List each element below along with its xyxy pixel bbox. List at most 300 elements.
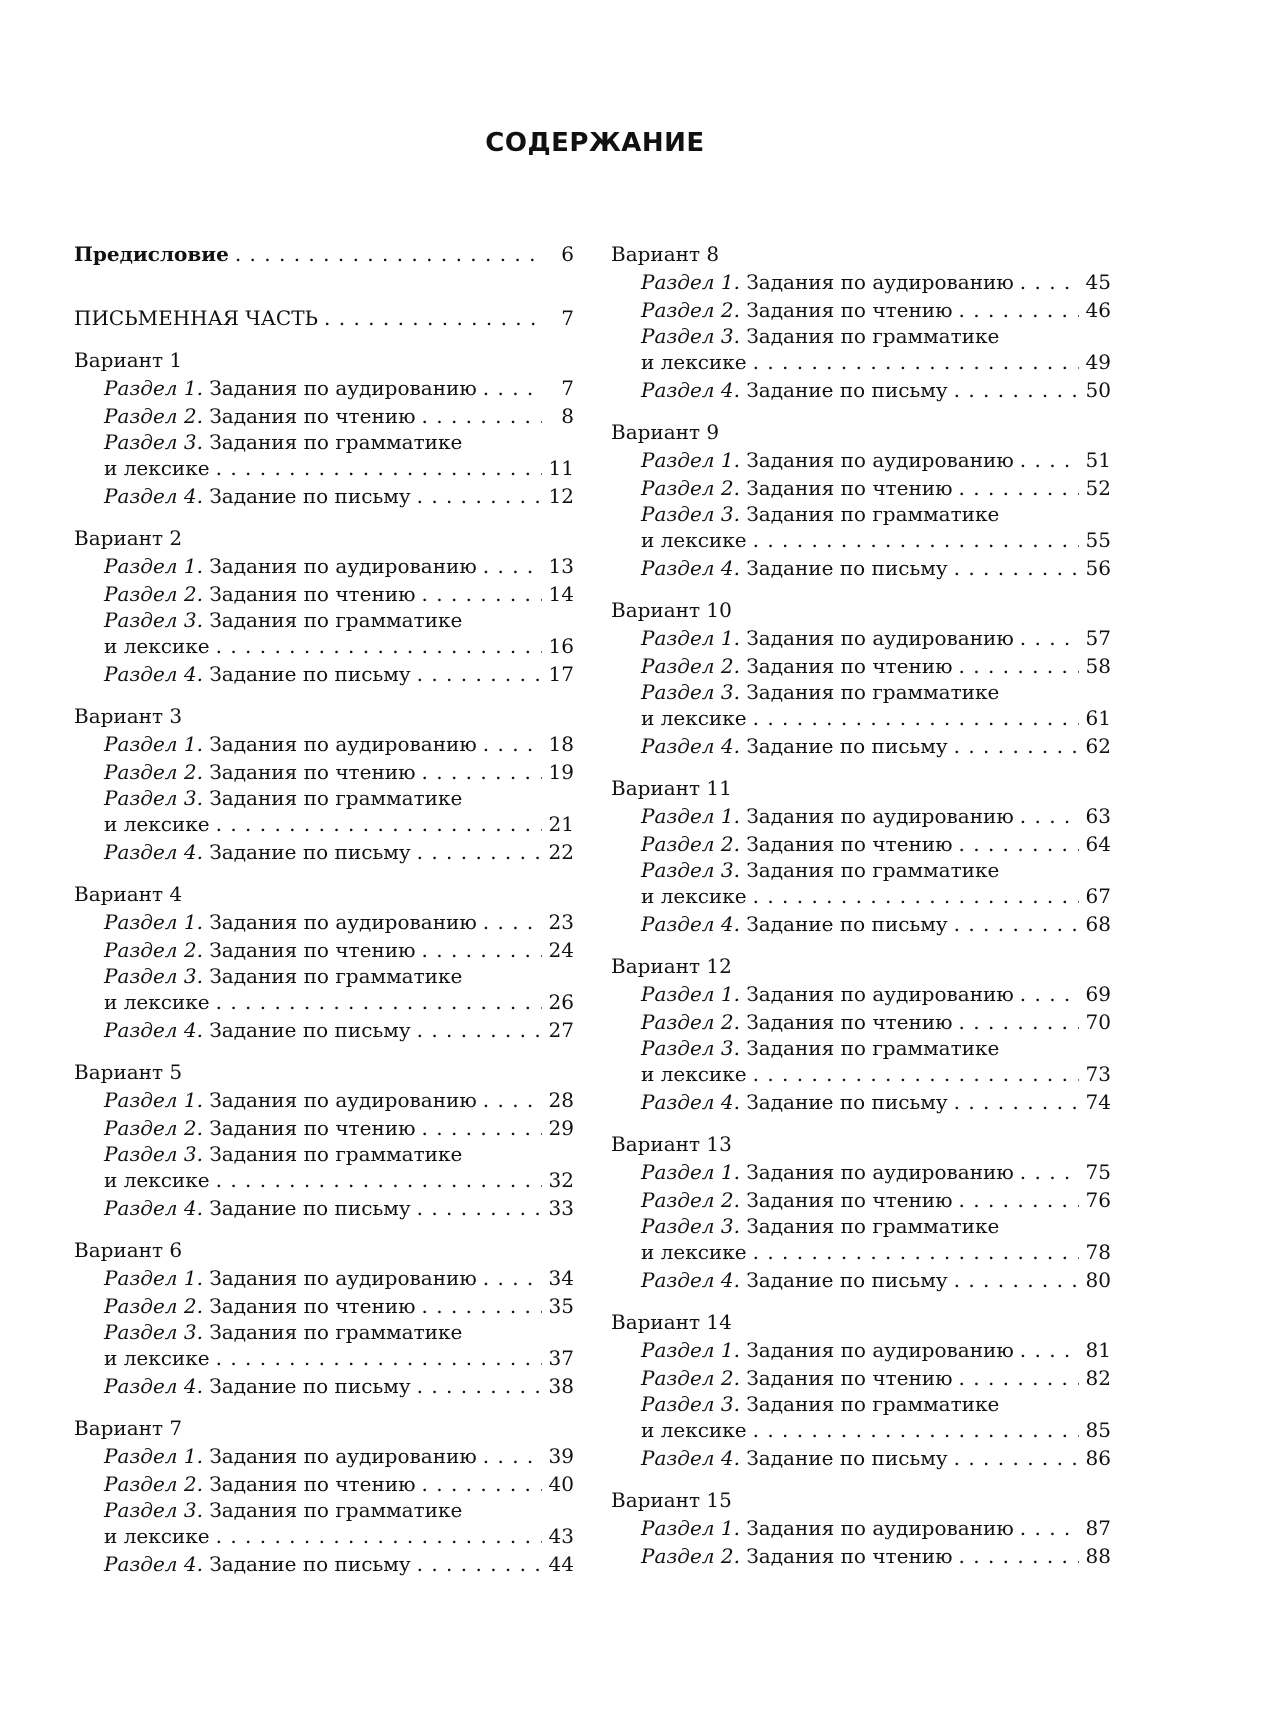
entry-label: Предисловие (74, 242, 229, 266)
toc-entry-section-1[interactable] (74, 908, 574, 936)
page-number: 50 (1085, 378, 1111, 402)
variant-title[interactable]: Вариант 5 (74, 1060, 183, 1084)
entry-label: Раздел 4. Задание по письму (104, 484, 411, 508)
entry-label: Раздел 2. Задания по чтению (641, 1010, 953, 1034)
toc-entry-section-2[interactable] (611, 1542, 1111, 1570)
entry-label: Раздел 1. Задания по аудированию (104, 1266, 477, 1290)
entry-label: Раздел 2. Задания по чтению (104, 1116, 416, 1140)
dot-leader (483, 908, 542, 936)
dot-leader (954, 910, 1079, 938)
variant-title[interactable]: Вариант 3 (74, 704, 183, 728)
dot-leader (959, 830, 1079, 858)
entry-label: Раздел 2. Задания по чтению (641, 1366, 953, 1390)
entry-label: и лексике (641, 1418, 747, 1442)
page-number: 70 (1085, 1010, 1111, 1034)
dot-leader (216, 810, 542, 838)
toc-entry-section-3[interactable] (611, 1416, 1111, 1444)
page-number: 13 (548, 554, 574, 578)
variant-title[interactable]: Вариант 2 (74, 526, 183, 550)
page-number: 62 (1085, 734, 1111, 758)
section-number: Раздел 1. (104, 732, 203, 756)
toc-entry-section-3[interactable] (74, 632, 574, 660)
toc-right-column (611, 240, 1111, 1584)
toc-entry-section-1[interactable] (611, 268, 1111, 296)
page-number: 58 (1085, 654, 1111, 678)
dot-leader (959, 1008, 1079, 1036)
toc-entry-section-3[interactable] (74, 1344, 574, 1372)
toc-entry-section-3-first-line: Раздел 3. Задания по грамматике (641, 324, 1000, 348)
page-number: 26 (548, 990, 574, 1014)
section-number: Раздел 3. (641, 1392, 740, 1416)
page-number: 7 (561, 306, 574, 330)
toc-entry-section-4[interactable] (611, 732, 1111, 760)
toc-entry-section-2[interactable] (74, 1470, 574, 1498)
entry-label: Раздел 1. Задания по аудированию (641, 1338, 1014, 1362)
toc-entry-section-3-first-line: Раздел 3. Задания по грамматике (641, 858, 1000, 882)
page-number: 7 (561, 376, 574, 400)
page-number: 8 (561, 404, 574, 428)
section-number: Раздел 4. (104, 1196, 203, 1220)
variant-title[interactable]: Вариант 12 (611, 954, 732, 978)
toc-entry-section-1[interactable] (74, 552, 574, 580)
variant-title[interactable]: Вариант 8 (611, 242, 720, 266)
page-number: 76 (1085, 1188, 1111, 1212)
dot-leader (422, 1470, 542, 1498)
entry-label: Раздел 1. Задания по аудированию (641, 448, 1014, 472)
toc-entry-section-3-first-line: Раздел 3. Задания по грамматике (104, 608, 463, 632)
entry-label: Раздел 4. Задание по письму (641, 1446, 948, 1470)
toc-entry-section-3-first-line: Раздел 3. Задания по грамматике (641, 502, 1000, 526)
variant-title[interactable]: Вариант 11 (611, 776, 732, 800)
section-number: Раздел 4. (641, 912, 740, 936)
entry-label: и лексике (641, 1062, 747, 1086)
page-number: 11 (548, 456, 574, 480)
section-number: Раздел 4. (104, 662, 203, 686)
page-number: 86 (1085, 1446, 1111, 1470)
entry-label: Раздел 4. Задание по письму (104, 1552, 411, 1576)
toc-entry-section-4[interactable] (611, 910, 1111, 938)
toc-variant (74, 524, 574, 688)
toc-entry-section-3[interactable] (611, 348, 1111, 376)
entry-label: и лексике (641, 706, 747, 730)
entry-label: Раздел 1. Задания по аудированию (104, 1444, 477, 1468)
page-number: 51 (1085, 448, 1111, 472)
toc-entry-section-2[interactable] (611, 1008, 1111, 1036)
section-number: Раздел 4. (641, 1268, 740, 1292)
entry-label: и лексике (104, 990, 210, 1014)
toc-entry-section-3-first-line: Раздел 3. Задания по грамматике (641, 680, 1000, 704)
section-number: Раздел 2. (104, 1294, 203, 1318)
entry-label: и лексике (641, 528, 747, 552)
dot-leader (483, 1264, 542, 1292)
toc-entry-section-3[interactable] (611, 882, 1111, 910)
dot-leader (753, 1060, 1079, 1088)
section-number: Раздел 2. (641, 1010, 740, 1034)
page-number: 85 (1085, 1418, 1111, 1442)
dot-leader (1020, 980, 1079, 1008)
dot-leader (417, 838, 542, 866)
toc-variant (611, 1130, 1111, 1294)
toc-entry-section-3[interactable] (74, 988, 574, 1016)
page-number: 52 (1085, 476, 1111, 500)
page-title: СОДЕРЖАНИЕ (485, 128, 705, 158)
page-number: 17 (548, 662, 574, 686)
toc-variant (74, 880, 574, 1044)
entry-label: Раздел 4. Задание по письму (641, 556, 948, 580)
section-number: Раздел 2. (641, 298, 740, 322)
section-number: Раздел 3. (104, 1142, 203, 1166)
entry-label: Раздел 2. Задания по чтению (641, 298, 953, 322)
entry-label: Раздел 1. Задания по аудированию (104, 376, 477, 400)
dot-leader (483, 1086, 542, 1114)
toc-entry-section-4[interactable] (611, 376, 1111, 404)
entry-label: и лексике (104, 634, 210, 658)
dot-leader (422, 936, 542, 964)
dot-leader (954, 1088, 1079, 1116)
page-number: 75 (1085, 1160, 1111, 1184)
section-number: Раздел 3. (641, 1214, 740, 1238)
dot-leader (1020, 446, 1079, 474)
dot-leader (753, 526, 1079, 554)
toc-variant (611, 418, 1111, 582)
page-number: 73 (1085, 1062, 1111, 1086)
dot-leader (483, 730, 542, 758)
page-number: 56 (1085, 556, 1111, 580)
variant-title[interactable]: Вариант 6 (74, 1238, 183, 1262)
toc-entry-section-3-first-line: Раздел 3. Задания по грамматике (104, 964, 463, 988)
page-number: 14 (548, 582, 574, 606)
page-number: 68 (1085, 912, 1111, 936)
entry-label: и лексике (104, 812, 210, 836)
page-number: 64 (1085, 832, 1111, 856)
toc-entry-section-2[interactable] (611, 296, 1111, 324)
toc-entry-section-3-first-line: Раздел 3. Задания по грамматике (104, 430, 463, 454)
page-number: 33 (548, 1196, 574, 1220)
toc-entry-section-1[interactable] (74, 1442, 574, 1470)
toc-entry-section-3[interactable] (74, 810, 574, 838)
toc-entry-section-3-first-line: Раздел 3. Задания по грамматике (104, 786, 463, 810)
entry-label: и лексике (104, 1168, 210, 1192)
entry-label: и лексике (641, 1240, 747, 1264)
dot-leader (954, 376, 1079, 404)
page-number: 27 (548, 1018, 574, 1042)
section-number: Раздел 1. (104, 910, 203, 934)
section-number: Раздел 3. (104, 608, 203, 632)
dot-leader (422, 1114, 542, 1142)
toc-entry-section-4[interactable] (611, 1444, 1111, 1472)
dot-leader (324, 304, 542, 332)
toc-entry-section-2[interactable] (611, 830, 1111, 858)
page-number: 55 (1085, 528, 1111, 552)
toc-entry-section-3[interactable] (74, 1166, 574, 1194)
toc-entry-section-2[interactable] (74, 402, 574, 430)
toc-entry-section-1[interactable] (611, 624, 1111, 652)
entry-label: Раздел 1. Задания по аудированию (641, 270, 1014, 294)
section-number: Раздел 2. (104, 1472, 203, 1496)
page-number: 28 (548, 1088, 574, 1112)
page-number: 88 (1085, 1544, 1111, 1568)
entry-label: Раздел 2. Задания по чтению (641, 654, 953, 678)
section-number: Раздел 2. (641, 832, 740, 856)
toc-entry-section-1[interactable] (74, 1086, 574, 1114)
toc-entry-section-4[interactable] (611, 1088, 1111, 1116)
entry-label: и лексике (104, 456, 210, 480)
entry-label: и лексике (104, 1346, 210, 1370)
toc-entry-section-3-first-line: Раздел 3. Задания по грамматике (641, 1036, 1000, 1060)
dot-leader (753, 1416, 1079, 1444)
toc-entry-section-1[interactable] (74, 730, 574, 758)
section-number: Раздел 4. (104, 1552, 203, 1576)
entry-label: Раздел 1. Задания по аудированию (641, 982, 1014, 1006)
dot-leader (422, 580, 542, 608)
entry-label: Раздел 4. Задание по письму (104, 1374, 411, 1398)
toc-entry-section-1[interactable] (611, 1336, 1111, 1364)
toc-left-column (74, 240, 574, 1592)
section-number: Раздел 1. (104, 554, 203, 578)
toc-entry-section-4[interactable] (74, 1372, 574, 1400)
page-number: 38 (548, 1374, 574, 1398)
entry-label: Раздел 2. Задания по чтению (104, 1472, 416, 1496)
toc-entry-section-2[interactable] (611, 652, 1111, 680)
section-number: Раздел 1. (641, 804, 740, 828)
section-number: Раздел 4. (104, 1374, 203, 1398)
section-number: Раздел 2. (104, 760, 203, 784)
page-number: 32 (548, 1168, 574, 1192)
variant-title[interactable]: Вариант 15 (611, 1488, 732, 1512)
page-number: 18 (548, 732, 574, 756)
entry-label: Раздел 4. Задание по письму (641, 1268, 948, 1292)
dot-leader (417, 1372, 542, 1400)
toc-entry-section-1[interactable] (611, 802, 1111, 830)
entry-label: Раздел 4. Задание по письму (641, 734, 948, 758)
dot-leader (753, 1238, 1079, 1266)
toc-entry-section-3[interactable] (611, 1238, 1111, 1266)
entry-label: и лексике (641, 884, 747, 908)
entry-label: и лексике (104, 1524, 210, 1548)
entry-label: Раздел 4. Задание по письму (104, 1018, 411, 1042)
page-number: 16 (548, 634, 574, 658)
toc-entry-section-1[interactable] (74, 1264, 574, 1292)
section-number: Раздел 1. (641, 982, 740, 1006)
dot-leader (216, 632, 542, 660)
section-number: Раздел 1. (104, 1444, 203, 1468)
dot-leader (959, 1364, 1079, 1392)
dot-leader (959, 474, 1079, 502)
section-number: Раздел 2. (641, 476, 740, 500)
section-number: Раздел 1. (641, 626, 740, 650)
page-number: 39 (548, 1444, 574, 1468)
toc-entry-section-4[interactable] (74, 1016, 574, 1044)
toc-entry-section-4[interactable] (74, 660, 574, 688)
section-number: Раздел 1. (641, 1516, 740, 1540)
dot-leader (959, 296, 1079, 324)
section-number: Раздел 3. (104, 1498, 203, 1522)
dot-leader (753, 882, 1079, 910)
toc-variant (611, 596, 1111, 760)
entry-label: Раздел 1. Задания по аудированию (104, 1088, 477, 1112)
entry-label: Раздел 4. Задание по письму (641, 1090, 948, 1114)
entry-label: Раздел 2. Задания по чтению (104, 938, 416, 962)
dot-leader (417, 1550, 542, 1578)
section-number: Раздел 3. (641, 324, 740, 348)
variant-title[interactable]: Вариант 1 (74, 348, 183, 372)
dot-leader (216, 1522, 542, 1550)
toc-variant (611, 952, 1111, 1116)
page-number: 43 (548, 1524, 574, 1548)
section-number: Раздел 3. (641, 502, 740, 526)
page-number: 81 (1085, 1338, 1111, 1362)
entry-label: Раздел 4. Задание по письму (641, 912, 948, 936)
dot-leader (422, 1292, 542, 1320)
toc-variant (74, 702, 574, 866)
page-number: 61 (1085, 706, 1111, 730)
toc-entry-section-4[interactable] (74, 838, 574, 866)
section-number: Раздел 3. (104, 1320, 203, 1344)
dot-leader (483, 1442, 542, 1470)
variant-title[interactable]: Вариант 9 (611, 420, 720, 444)
toc-entry-section-4[interactable] (611, 1266, 1111, 1294)
page-number: 74 (1085, 1090, 1111, 1114)
entry-label: Раздел 2. Задания по чтению (641, 476, 953, 500)
toc-entry-section-3[interactable] (611, 526, 1111, 554)
toc-variant (611, 774, 1111, 938)
page-number: 6 (561, 242, 574, 266)
toc-variant (74, 1414, 574, 1578)
dot-leader (1020, 1158, 1079, 1186)
section-number: Раздел 1. (641, 448, 740, 472)
toc-entry-section-1[interactable] (611, 446, 1111, 474)
page-number: 63 (1085, 804, 1111, 828)
toc-entry-section-3[interactable] (611, 1060, 1111, 1088)
section-number: Раздел 3. (104, 786, 203, 810)
toc-entry-section-1[interactable] (74, 374, 574, 402)
variant-title[interactable]: Вариант 14 (611, 1310, 732, 1334)
toc-entry-section-3-first-line: Раздел 3. Задания по грамматике (641, 1214, 1000, 1238)
section-number: Раздел 1. (641, 1160, 740, 1184)
dot-leader (216, 1344, 542, 1372)
section-number: Раздел 3. (104, 430, 203, 454)
toc-entry-section-1[interactable] (611, 1514, 1111, 1542)
toc-entry-section-1[interactable] (611, 980, 1111, 1008)
entry-label: Раздел 4. Задание по письму (104, 1196, 411, 1220)
variant-title[interactable]: Вариант 10 (611, 598, 732, 622)
section-number: Раздел 2. (104, 582, 203, 606)
dot-leader (753, 348, 1079, 376)
entry-label: Раздел 1. Задания по аудированию (104, 732, 477, 756)
section-number: Раздел 2. (641, 1366, 740, 1390)
variant-title[interactable]: Вариант 13 (611, 1132, 732, 1156)
page-number: 67 (1085, 884, 1111, 908)
toc-entry-section-2[interactable] (611, 1364, 1111, 1392)
section-number: Раздел 1. (104, 376, 203, 400)
entry-label: и лексике (641, 350, 747, 374)
toc-entry-section-2[interactable] (74, 758, 574, 786)
toc-entry-section-3-first-line: Раздел 3. Задания по грамматике (641, 1392, 1000, 1416)
toc-entry-section-3-first-line: Раздел 3. Задания по грамматике (104, 1498, 463, 1522)
entry-label: Раздел 2. Задания по чтению (641, 832, 953, 856)
toc-entry-section-2[interactable] (611, 1186, 1111, 1214)
entry-label: Раздел 4. Задание по письму (104, 662, 411, 686)
section-number: Раздел 3. (641, 858, 740, 882)
dot-leader (417, 482, 542, 510)
toc-entry-section-4[interactable] (74, 482, 574, 510)
page-number: 21 (548, 812, 574, 836)
toc-entry-section-3[interactable] (611, 704, 1111, 732)
section-number: Раздел 4. (641, 556, 740, 580)
toc-entry-preface[interactable] (74, 240, 574, 268)
page-number: 87 (1085, 1516, 1111, 1540)
dot-leader (959, 1542, 1079, 1570)
entry-label: Раздел 2. Задания по чтению (104, 582, 416, 606)
section-number: Раздел 4. (641, 1090, 740, 1114)
toc-entry-section-2[interactable] (611, 474, 1111, 502)
toc-entry-section-2[interactable] (74, 936, 574, 964)
dot-leader (216, 454, 542, 482)
dot-leader (422, 402, 542, 430)
section-number: Раздел 1. (641, 1338, 740, 1362)
dot-leader (417, 1194, 542, 1222)
toc-entry-section-2[interactable] (74, 1292, 574, 1320)
page-number: 80 (1085, 1268, 1111, 1292)
section-number: Раздел 2. (641, 1544, 740, 1568)
dot-leader (422, 758, 542, 786)
dot-leader (954, 1266, 1079, 1294)
dot-leader (1020, 1514, 1079, 1542)
section-number: Раздел 4. (104, 484, 203, 508)
entry-label: Раздел 1. Задания по аудированию (104, 554, 477, 578)
toc-entry-section-4[interactable] (74, 1550, 574, 1578)
entry-label: Раздел 2. Задания по чтению (104, 404, 416, 428)
toc-entry-section-1[interactable] (611, 1158, 1111, 1186)
dot-leader (954, 732, 1079, 760)
toc-variant (611, 240, 1111, 404)
page-number: 29 (548, 1116, 574, 1140)
toc-entry-section-3[interactable] (74, 454, 574, 482)
page-number: 22 (548, 840, 574, 864)
page-number: 45 (1085, 270, 1111, 294)
page-number: 23 (548, 910, 574, 934)
section-number: Раздел 4. (641, 734, 740, 758)
page-number: 82 (1085, 1366, 1111, 1390)
section-number: Раздел 2. (104, 938, 203, 962)
dot-leader (483, 374, 542, 402)
variant-title[interactable]: Вариант 4 (74, 882, 183, 906)
toc-entry-section-4[interactable] (611, 554, 1111, 582)
toc-entry-section-3[interactable] (74, 1522, 574, 1550)
dot-leader (417, 1016, 542, 1044)
dot-leader (235, 240, 542, 268)
toc-entry-section-4[interactable] (74, 1194, 574, 1222)
entry-label: Раздел 1. Задания по аудированию (641, 804, 1014, 828)
dot-leader (959, 652, 1079, 680)
page-number: 69 (1085, 982, 1111, 1006)
toc-entry-section-2[interactable] (74, 580, 574, 608)
page-number: 34 (548, 1266, 574, 1290)
toc-entry-written-part[interactable] (74, 304, 574, 332)
section-number: Раздел 2. (641, 1188, 740, 1212)
toc-variant (74, 346, 574, 510)
dot-leader (483, 552, 542, 580)
section-number: Раздел 4. (641, 1446, 740, 1470)
toc-entry-section-2[interactable] (74, 1114, 574, 1142)
variant-title[interactable]: Вариант 7 (74, 1416, 183, 1440)
page-number: 19 (548, 760, 574, 784)
dot-leader (216, 1166, 542, 1194)
section-number: Раздел 4. (104, 840, 203, 864)
toc-entry-section-3-first-line: Раздел 3. Задания по грамматике (104, 1320, 463, 1344)
dot-leader (954, 554, 1079, 582)
section-number: Раздел 1. (104, 1266, 203, 1290)
